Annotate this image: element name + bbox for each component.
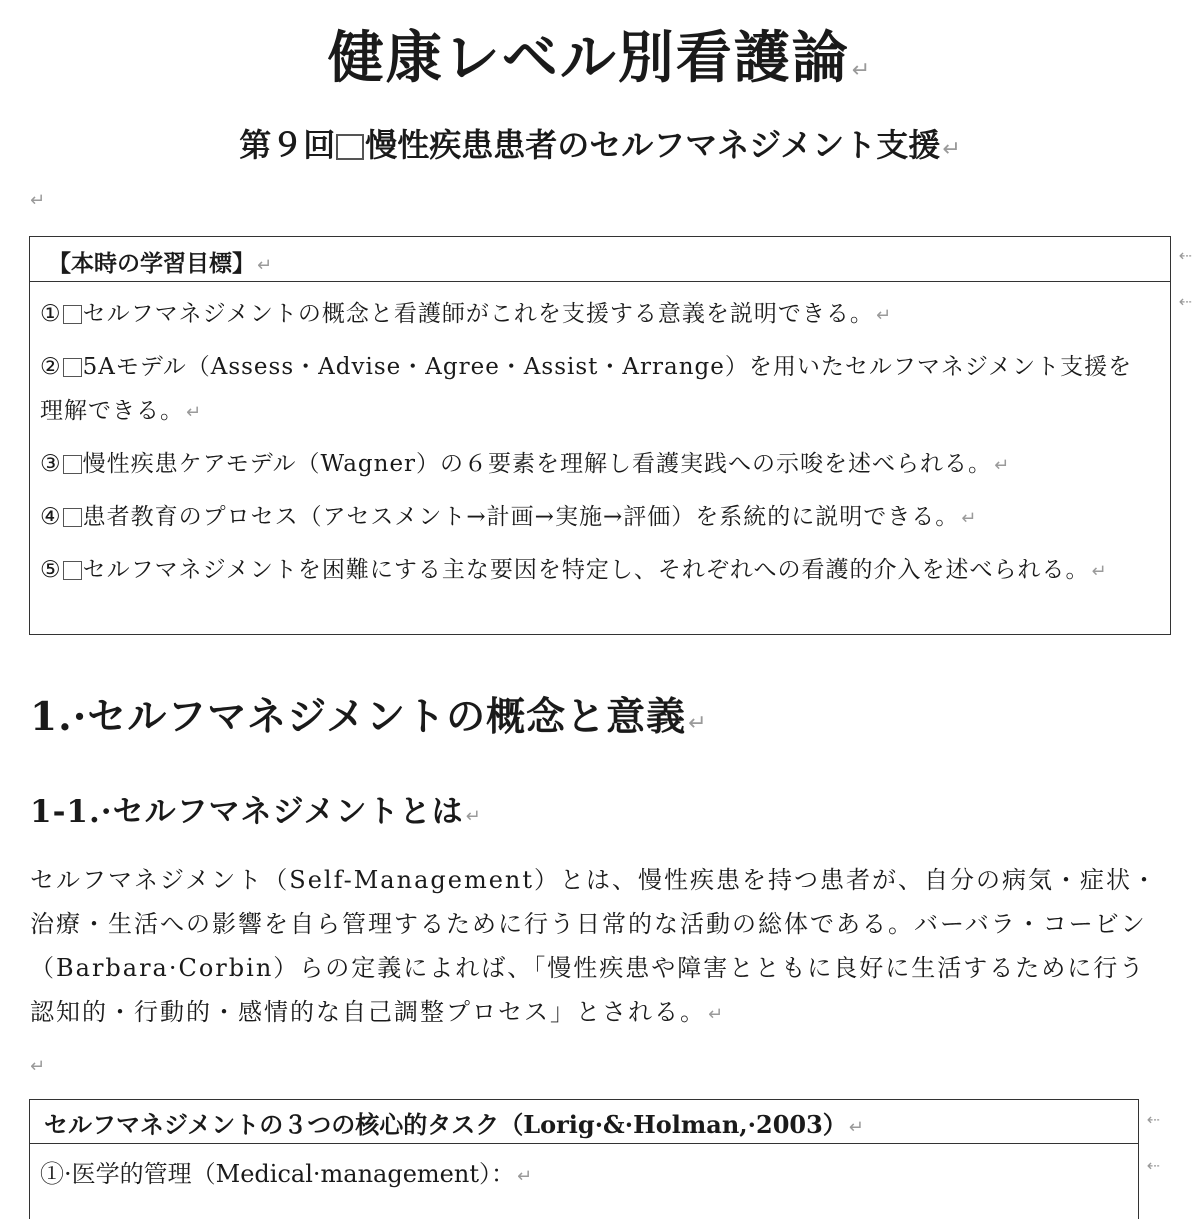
paragraph-mark-icon: ↵ <box>961 508 978 529</box>
objective-item-5: ⑤ セルフマネジメントを困難にする主な要因を特定し、それぞれへの看護的介入を述べられる。 ↵ <box>40 557 1108 583</box>
core-tasks-heading: セルフマネジメントの３つの核心的タスク（Lorig·&·Holman,·2003） ↵ <box>30 1100 1138 1144</box>
empty-paragraph <box>28 1056 45 1077</box>
paragraph-mark-icon: ↵ <box>30 190 46 211</box>
paragraph-mark-icon: ↵ <box>516 1166 533 1187</box>
section-heading: 1.·セルフマネジメントの概念と意義↵ <box>30 694 708 740</box>
paragraph-mark-icon: ↵ <box>994 455 1011 476</box>
row-end-mark-icon: ⇠ <box>1146 1156 1160 1175</box>
empty-paragraph <box>28 190 45 211</box>
objectives-table <box>29 236 1171 635</box>
objective-item-2: ② 5Aモデル（Assess・Advise・Agree・Assist・Arrange）を用いたセルフマネジメント支援を理解できる。 ↵ <box>40 354 1133 424</box>
space-box-icon <box>63 305 82 324</box>
core-task-row: ①·医学的管理（Medical·management）： ↵ <box>40 1160 533 1188</box>
space-box-icon <box>336 134 364 160</box>
space-box-icon <box>63 561 82 580</box>
subsection-heading: 1-1.·セルフマネジメントとは ↵ <box>30 794 482 830</box>
objectives-list <box>30 282 1170 594</box>
objective-item-1: ① セルフマネジメントの概念と看護師がこれを支援する意義を説明できる。 ↵ <box>40 301 893 327</box>
objective-item-3: ③ 慢性疾患ケアモデル（Wagner）の６要素を理解し看護実践への示唆を述べられる。 ↵ <box>40 451 1011 477</box>
space-box-icon <box>63 508 82 527</box>
document-subtitle: 第９回 慢性疾患患者のセルフマネジメント支援↵ <box>239 126 961 164</box>
paragraph-mark-icon: ↵ <box>708 1004 726 1025</box>
space-box-icon <box>63 455 82 474</box>
body-paragraph: セルフマネジメント（Self-Management）とは、慢性疾患を持つ患者が、自分の病気・症状・治療・生活への影響を自ら管理するために行う日常的な活動の総体である。バーバラ・コービン（Barbara·Corbin）らの定義によれば、「慢性疾患や障害とともに良好に生活するために行う認知的・行動的・感情的な自己調整プロセス」とされる。 ↵ <box>30 866 1159 1026</box>
objectives-heading: 【本時の学習目標】 ↵ <box>30 237 1170 282</box>
paragraph-mark-icon: ↵ <box>30 1056 46 1077</box>
objective-item-4: ④ 患者教育のプロセス（アセスメント→計画→実施→評価）を系統的に説明できる。 ↵ <box>40 504 978 530</box>
row-end-mark-icon: ⇠ <box>1178 246 1192 265</box>
space-box-icon <box>63 358 82 377</box>
paragraph-mark-icon: ↵ <box>465 806 482 827</box>
paragraph-mark-icon: ↵ <box>851 58 873 83</box>
paragraph-mark-icon: ↵ <box>1091 561 1108 582</box>
paragraph-mark-icon: ↵ <box>942 137 961 162</box>
row-end-mark-icon: ⇠ <box>1146 1110 1160 1129</box>
document-title: 健康レベル別看護論↵ <box>327 25 873 91</box>
paragraph-mark-icon: ↵ <box>848 1117 864 1138</box>
core-tasks-table <box>29 1099 1139 1219</box>
paragraph-mark-icon: ↵ <box>257 255 273 276</box>
paragraph-mark-icon: ↵ <box>186 402 203 423</box>
paragraph-mark-icon: ↵ <box>688 711 708 736</box>
paragraph-mark-icon: ↵ <box>875 305 893 326</box>
row-end-mark-icon: ⇠ <box>1178 292 1192 311</box>
